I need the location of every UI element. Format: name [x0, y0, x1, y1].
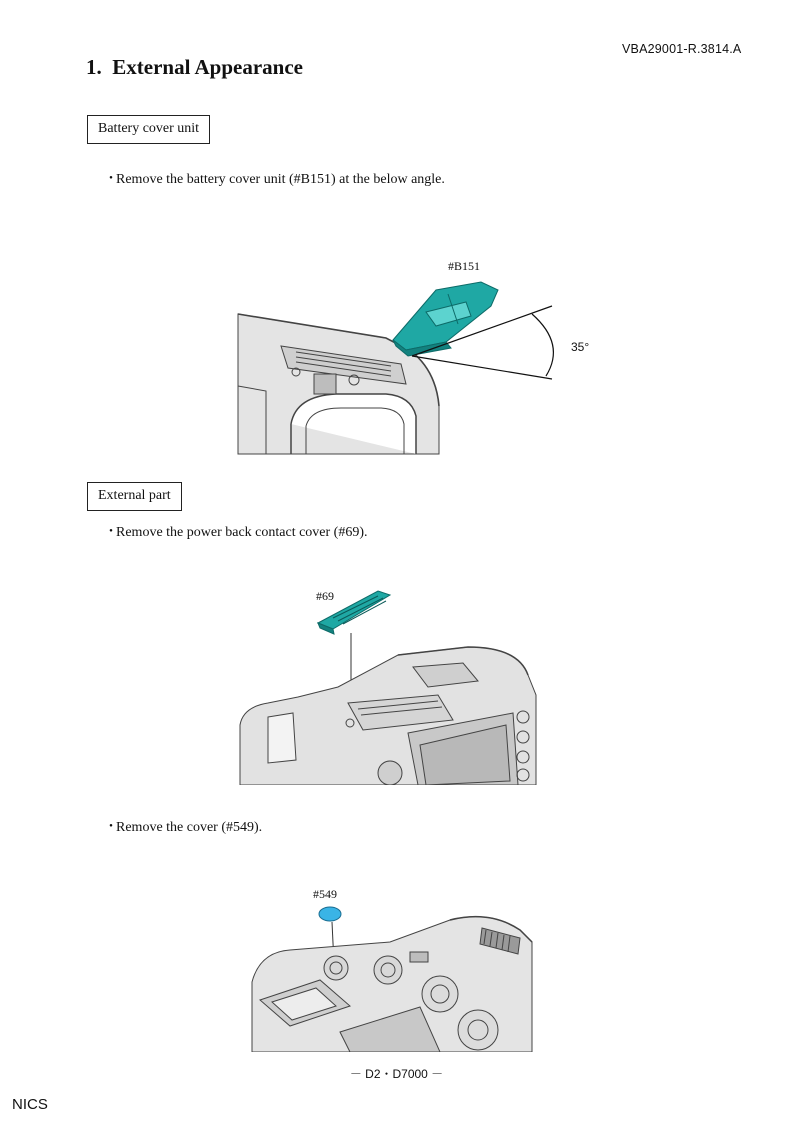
- step-text: Remove the power back contact cover (#69).: [116, 525, 368, 540]
- cover-549-figure: [250, 902, 534, 1052]
- camera-body-drawing: [240, 647, 536, 785]
- step-remove-back-contact-cover: [104, 524, 368, 542]
- cover-549-part: [319, 907, 341, 921]
- back-contact-cover-figure: [238, 585, 538, 785]
- battery-cover-unit-label: Battery cover unit: [87, 115, 210, 144]
- camera-top-drawing: [252, 917, 532, 1052]
- callout-549: #549: [313, 887, 337, 901]
- callout-b151: #B151: [448, 259, 481, 273]
- external-part-label: External part: [87, 482, 182, 511]
- brand-label: NICS: [12, 1096, 48, 1113]
- section-title: 1. External Appearance: [86, 55, 303, 79]
- contact-cover-part: [318, 591, 390, 634]
- angle-label: 35°: [571, 340, 590, 354]
- page-number: － D2・D7000 －: [349, 1067, 444, 1081]
- bullet: ・: [104, 525, 118, 540]
- bullet: ・: [104, 172, 118, 187]
- step-text: Remove the cover (#549).: [116, 820, 263, 835]
- battery-cover-part: [393, 282, 498, 356]
- step-remove-cover: [104, 819, 262, 837]
- bullet: ・: [104, 820, 118, 835]
- step-text: Remove the battery cover unit (#B151) at the below angle.: [116, 172, 445, 187]
- document-code: VBA29001-R.3814.A: [622, 42, 742, 56]
- callout-69: #69: [316, 589, 334, 603]
- step-remove-battery-cover: [104, 171, 445, 189]
- battery-cover-figure: [236, 276, 616, 456]
